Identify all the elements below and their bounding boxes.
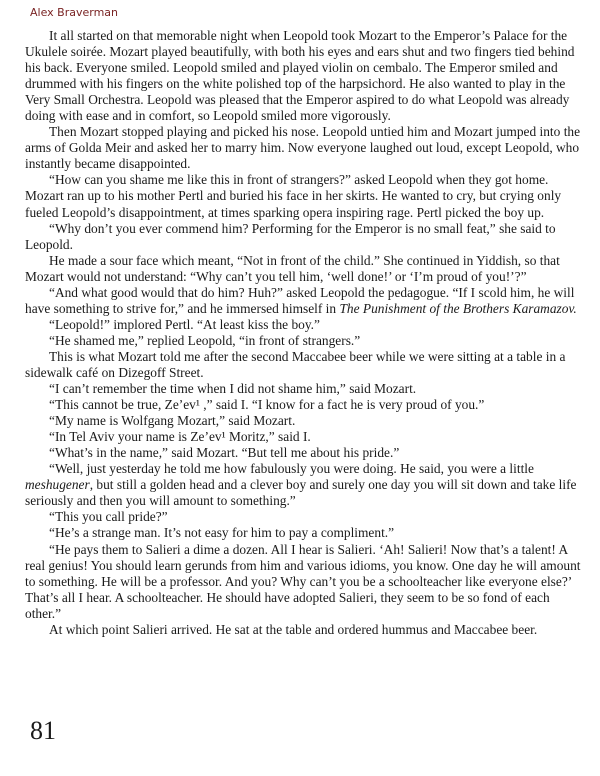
paragraph: “My name is Wolfgang Mozart,” said Mozart.: [49, 413, 296, 429]
paragraph: “This you call pride?”: [49, 509, 168, 525]
paragraph: “He pays them to Salieri a dime a dozen. All I hear is Salieri. ‘Ah! Salieri! Now that’s a talent! A real genius! You should learn gerunds from him and various idioms, you know. One day he will amount to something. He will be a professor. And you? Why can’t you be a schoolteacher like everyone else?’ That’s all I hear. A schoolteacher. He should have adopted Salieri, they seem to be so fond of each other.”: [25, 541, 581, 621]
paragraph: “In Tel Aviv your name is Ze’ev¹ Moritz,” said I.: [49, 429, 311, 445]
body-text: [25, 28, 581, 638]
paragraph-text: “Well, just yesterday he told me how fabulously you were doing. He said, you were a little: [49, 461, 534, 477]
paragraph: He made a sour face which meant, “Not in front of the child.” She continued in Yiddish, so that Mozart would not understand: “Why can’t you tell him, ‘well done!’ or ‘I’m proud of you!’?”: [25, 252, 560, 284]
paragraph: “He’s a strange man. It’s not easy for him to pay a compliment.”: [49, 525, 395, 541]
paragraph: Then Mozart stopped playing and picked his nose. Leopold untied him and Mozart jumped into the arms of Golda Meir and asked her to marry him. Now everyone laughed out loud, except Leopold, who instantly became disappointed.: [25, 124, 581, 172]
paragraph: [25, 461, 581, 509]
paragraph: “I can’t remember the time when I did not shame him,” said Mozart.: [49, 381, 417, 397]
paragraph: This is what Mozart told me after the second Maccabee beer while we were sitting at a table in a sidewalk café on Dizegoff Street.: [25, 348, 566, 380]
book-title: The Punishment of the Brothers Karamazov.: [339, 300, 577, 316]
paragraph: It all started on that memorable night when Leopold took Mozart to the Emperor’s Palace for the Ukulele soirée. Mozart played beautifully, with both his eyes and ears shut and two fingers tied behind his back. Everyone smiled. Leopold smiled and played violin on cembalo. The Emperor smiled and drummed with his fingers on the white polished top of the harpsichord. He also wanted to play in the Very Small Orchestra. Leopold was pleased that the Emperor aspired to do what Leopold was already doing with ease and in comfort, so Leopold smiled more vigorously.: [25, 28, 575, 124]
paragraph: “This cannot be true, Ze’ev¹ ,” said I. “I know for a fact he is very proud of you.”: [49, 397, 485, 413]
yiddish-word: meshugener: [25, 477, 90, 493]
paragraph: At which point Salieri arrived. He sat at the table and ordered hummus and Maccabee beer.: [49, 621, 538, 637]
running-header-author: Alex Braverman: [30, 6, 119, 19]
paragraph: “Why don’t you ever commend him? Performing for the Emperor is no small feat,” she said to Leopold.: [25, 220, 556, 252]
paragraph: “How can you shame me like this in front of strangers?” asked Leopold when they got home. Mozart ran up to his mother Pertl and buried his face in her skirts. He wanted to cry, but crying only fueled Leopold’s disappointment, at times sparking opera inspiring rage. Pertl picked the boy up.: [25, 172, 562, 220]
paragraph: “What’s in the name,” said Mozart. “But tell me about his pride.”: [49, 445, 400, 461]
paragraph: [25, 285, 581, 317]
page-number: 81: [30, 716, 56, 745]
paragraph: “He shamed me,” replied Leopold, “in front of strangers.”: [49, 332, 361, 348]
paragraph-text: “And what good would that do him? Huh?” asked Leopold the pedagogue. “If I scold him, he will have something to strive for,” and he immersed himself in: [25, 284, 575, 316]
paragraph-text: , but still a golden head and a clever boy and surely one day you will sit down and take life seriously and then you will amount to something.”: [25, 477, 577, 509]
paragraph: “Leopold!” implored Pertl. “At least kiss the boy.”: [49, 316, 320, 332]
